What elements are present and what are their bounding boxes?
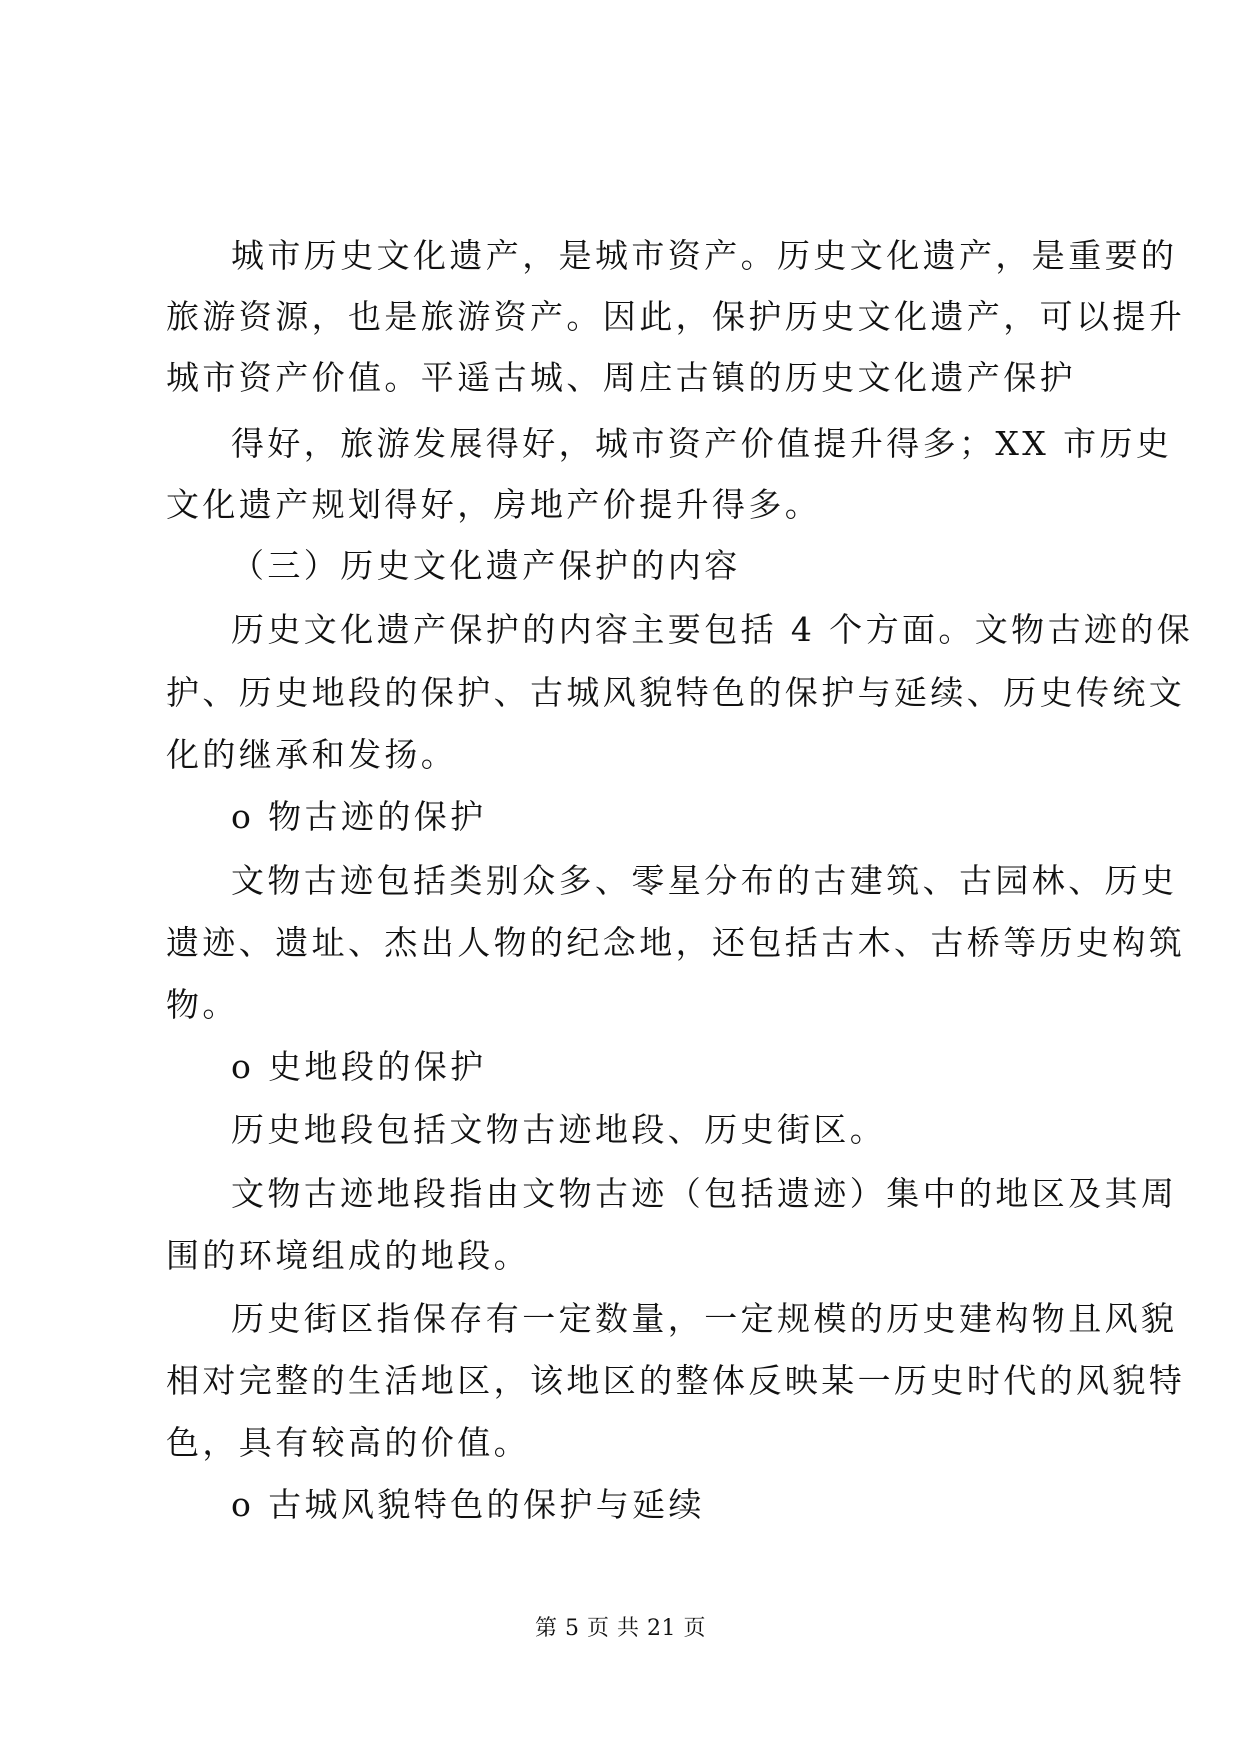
paragraph-line: 城市历史文化遗产，是城市资产。历史文化遗产，是重要的: [231, 236, 1178, 275]
section-heading: （三）历史文化遗产保护的内容: [231, 546, 741, 585]
paragraph-line: 色，具有较高的价值。: [166, 1423, 530, 1462]
paragraph-line: 护、历史地段的保护、古城风貌特色的保护与延续、历史传统文: [166, 673, 1186, 712]
paragraph-line: 历史街区指保存有一定数量，一定规模的历史建构物且风貌: [231, 1299, 1178, 1338]
paragraph-line: 历史地段包括文物古迹地段、历史街区。: [231, 1110, 887, 1149]
paragraph-line: 围的环境组成的地段。: [166, 1236, 530, 1275]
paragraph-line: 旅游资源，也是旅游资产。因此，保护历史文化遗产，可以提升: [166, 297, 1186, 336]
paragraph-line: 相对完整的生活地区，该地区的整体反映某一历史时代的风貌特: [166, 1361, 1186, 1400]
subsection-heading: o 史地段的保护: [231, 1047, 487, 1086]
paragraph-line: 文物古迹包括类别众多、零星分布的古建筑、古园林、历史: [231, 861, 1178, 900]
paragraph-line: 文物古迹地段指由文物古迹（包括遗迹）集中的地区及其周: [231, 1174, 1178, 1213]
subsection-heading: o 古城风貌特色的保护与延续: [231, 1485, 705, 1524]
page-footer: 第 5 页 共 21 页: [535, 1616, 706, 1641]
paragraph-line: 文化遗产规划得好，房地产价提升得多。: [166, 485, 822, 524]
paragraph-line: 化的继承和发扬。: [166, 735, 458, 774]
paragraph-line: 物。: [166, 985, 239, 1024]
subsection-heading: o 物古迹的保护: [231, 797, 487, 836]
paragraph-line: 得好，旅游发展得好，城市资产价值提升得多；XX 市历史: [231, 424, 1173, 463]
paragraph-line: 历史文化遗产保护的内容主要包括 4 个方面。文物古迹的保: [231, 610, 1194, 649]
paragraph-line: 城市资产价值。平遥古城、周庄古镇的历史文化遗产保护: [166, 358, 1076, 397]
paragraph-line: 遗迹、遗址、杰出人物的纪念地，还包括古木、古桥等历史构筑: [166, 923, 1186, 962]
